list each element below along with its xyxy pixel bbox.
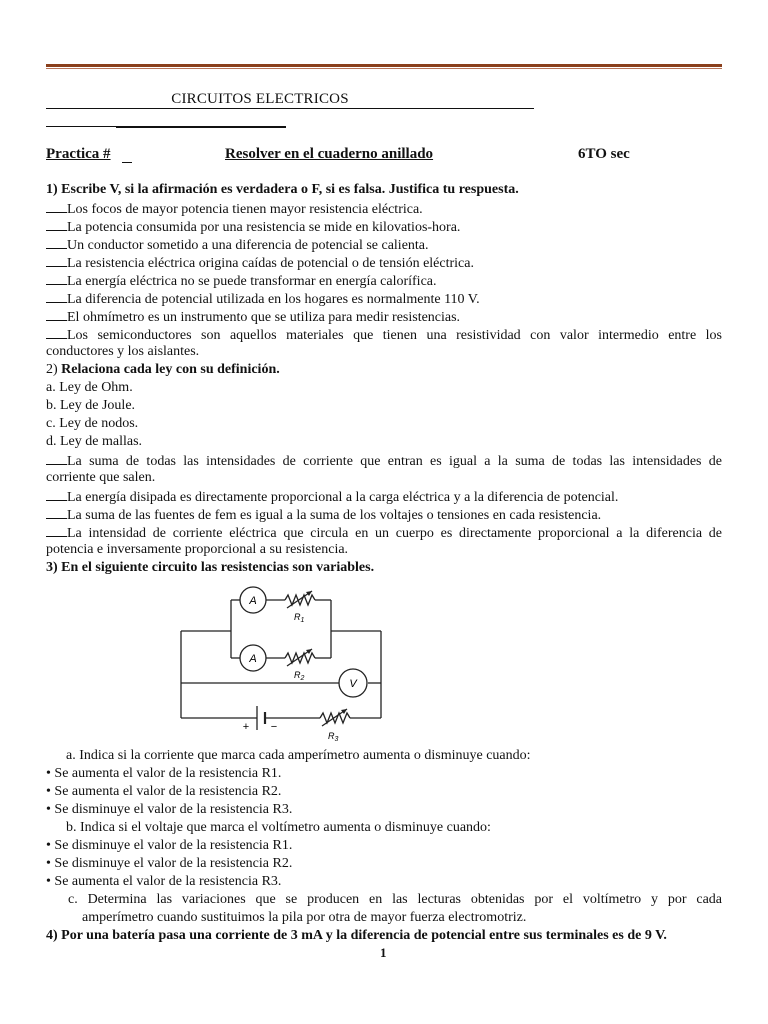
definition-item-cont: corriente que salen. bbox=[46, 470, 156, 485]
battery-minus: − bbox=[270, 721, 278, 733]
practice-number: Practica # bbox=[46, 146, 111, 162]
tf-item: El ohmímetro es un instrumento que se utiliza para medir resistencias. bbox=[46, 307, 722, 325]
battery-icon bbox=[257, 706, 265, 730]
answer-blank[interactable] bbox=[46, 271, 67, 285]
name-line-a bbox=[46, 126, 116, 127]
title-underline bbox=[46, 91, 534, 109]
answer-blank[interactable] bbox=[46, 253, 67, 267]
bullet-item: • Se disminuye el valor de la resistencia R3. bbox=[46, 802, 293, 817]
answer-blank[interactable] bbox=[46, 235, 67, 249]
ammeter-1-label: A bbox=[249, 595, 257, 607]
definition-item: La intensidad de corriente eléctrica que circula en un cuerpo es directamente proporcional a la diferencia de bbox=[46, 523, 722, 541]
section-4-heading: 4) Por una batería pasa una corriente de 3 mA y la diferencia de potencial entre sus terminales es de 9 V. bbox=[46, 928, 667, 943]
bullet-item: • Se aumenta el valor de la resistencia R1. bbox=[46, 766, 282, 781]
voltmeter-label: V bbox=[349, 678, 357, 690]
law-item: d. Ley de mallas. bbox=[46, 434, 143, 449]
section-3-heading: 3) En el siguiente circuito las resistencias son variables. bbox=[46, 560, 375, 575]
bullet-item: • Se aumenta el valor de la resistencia R3. bbox=[46, 874, 282, 889]
name-line-b bbox=[116, 126, 286, 128]
tf-item-long: Los semiconductores son aquellos materiales que tienen una resistividad con valor intermedio entre los bbox=[46, 325, 722, 343]
top-rule-thin bbox=[46, 68, 722, 69]
circuit-diagram bbox=[175, 578, 415, 744]
question-c-cont: amperímetro cuando sustituimos la pila por otra de mayor fuerza electromotriz. bbox=[82, 910, 527, 925]
definition-item: La energía disipada es directamente proporcional a la carga eléctrica y a la diferencia de potencial. bbox=[46, 487, 722, 505]
bullet-item: • Se aumenta el valor de la resistencia R2. bbox=[46, 784, 282, 799]
tf-item-long-cont: conductores y los aislantes. bbox=[46, 344, 200, 359]
instruction: Resolver en el cuaderno anillado bbox=[225, 146, 434, 162]
definition-item: La suma de las fuentes de fem es igual a la suma de los voltajes o tensiones en cada resistencia. bbox=[46, 505, 722, 523]
tf-item: Un conductor sometido a una diferencia de potencial se calienta. bbox=[46, 235, 722, 253]
section-3-questions bbox=[46, 747, 722, 945]
top-rule bbox=[46, 64, 722, 67]
answer-blank[interactable] bbox=[46, 307, 67, 321]
section-1-heading: 1) Escribe V, si la afirmación es verdadera o F, si es falsa. Justifica tu respuesta. bbox=[46, 182, 519, 197]
battery-plus: + bbox=[242, 721, 250, 733]
ammeter-2-label: A bbox=[249, 653, 257, 665]
question-c: c. Determina las variaciones que se producen en las lecturas obtenidas por el voltímetro y por cada bbox=[68, 892, 722, 907]
question-a: a. Indica si la corriente que marca cada amperímetro aumenta o disminuye cuando: bbox=[66, 748, 531, 763]
tf-item: Los focos de mayor potencia tienen mayor resistencia eléctrica. bbox=[46, 199, 722, 217]
answer-blank[interactable] bbox=[46, 325, 67, 339]
section-2-heading: 2) Relaciona cada ley con su definición. bbox=[46, 362, 280, 377]
r2-label: $R_2$ bbox=[294, 670, 305, 682]
resistor-r2-icon bbox=[285, 653, 315, 663]
bullet-item: • Se disminuye el valor de la resistencia R2. bbox=[46, 856, 293, 871]
tf-item: La diferencia de potencial utilizada en los hogares es normalmente 110 V. bbox=[46, 289, 722, 307]
law-item: c. Ley de nodos. bbox=[46, 416, 139, 431]
answer-blank[interactable] bbox=[46, 199, 67, 213]
resistor-r1-icon bbox=[285, 595, 315, 605]
practice-number-blank bbox=[122, 146, 132, 163]
bullet-item: • Se disminuye el valor de la resistencia R1. bbox=[46, 838, 293, 853]
question-b: b. Indica si el voltaje que marca el voltímetro aumenta o disminuye cuando: bbox=[66, 820, 491, 835]
r3-label: $R_3$ bbox=[328, 731, 339, 743]
definition-item-cont: potencia e inversamente proporcional a su resistencia. bbox=[46, 542, 349, 557]
definition-item: La suma de todas las intensidades de corriente que entran es igual a la suma de todas las intensidades de bbox=[46, 451, 722, 469]
tf-item: La potencia consumida por una resistencia se mide en kilovatios-hora. bbox=[46, 217, 722, 235]
tf-item: La resistencia eléctrica origina caídas de potencial o de tensión eléctrica. bbox=[46, 253, 722, 271]
answer-blank[interactable] bbox=[46, 451, 67, 465]
page-number: 1 bbox=[380, 945, 387, 960]
law-item: b. Ley de Joule. bbox=[46, 398, 136, 413]
resistor-r3-icon bbox=[320, 713, 350, 723]
answer-blank[interactable] bbox=[46, 217, 67, 231]
grade: 6TO sec bbox=[578, 146, 630, 162]
answer-blank[interactable] bbox=[46, 289, 67, 303]
answer-blank[interactable] bbox=[46, 523, 67, 537]
answer-blank[interactable] bbox=[46, 505, 67, 519]
law-item: a. Ley de Ohm. bbox=[46, 380, 133, 395]
r1-label: $R_1$ bbox=[294, 612, 305, 624]
answer-blank[interactable] bbox=[46, 487, 67, 501]
section-1 bbox=[46, 181, 722, 577]
document-title: CIRCUITOS ELECTRICOS bbox=[171, 91, 349, 107]
tf-item: La energía eléctrica no se puede transformar en energía calorífica. bbox=[46, 271, 722, 289]
